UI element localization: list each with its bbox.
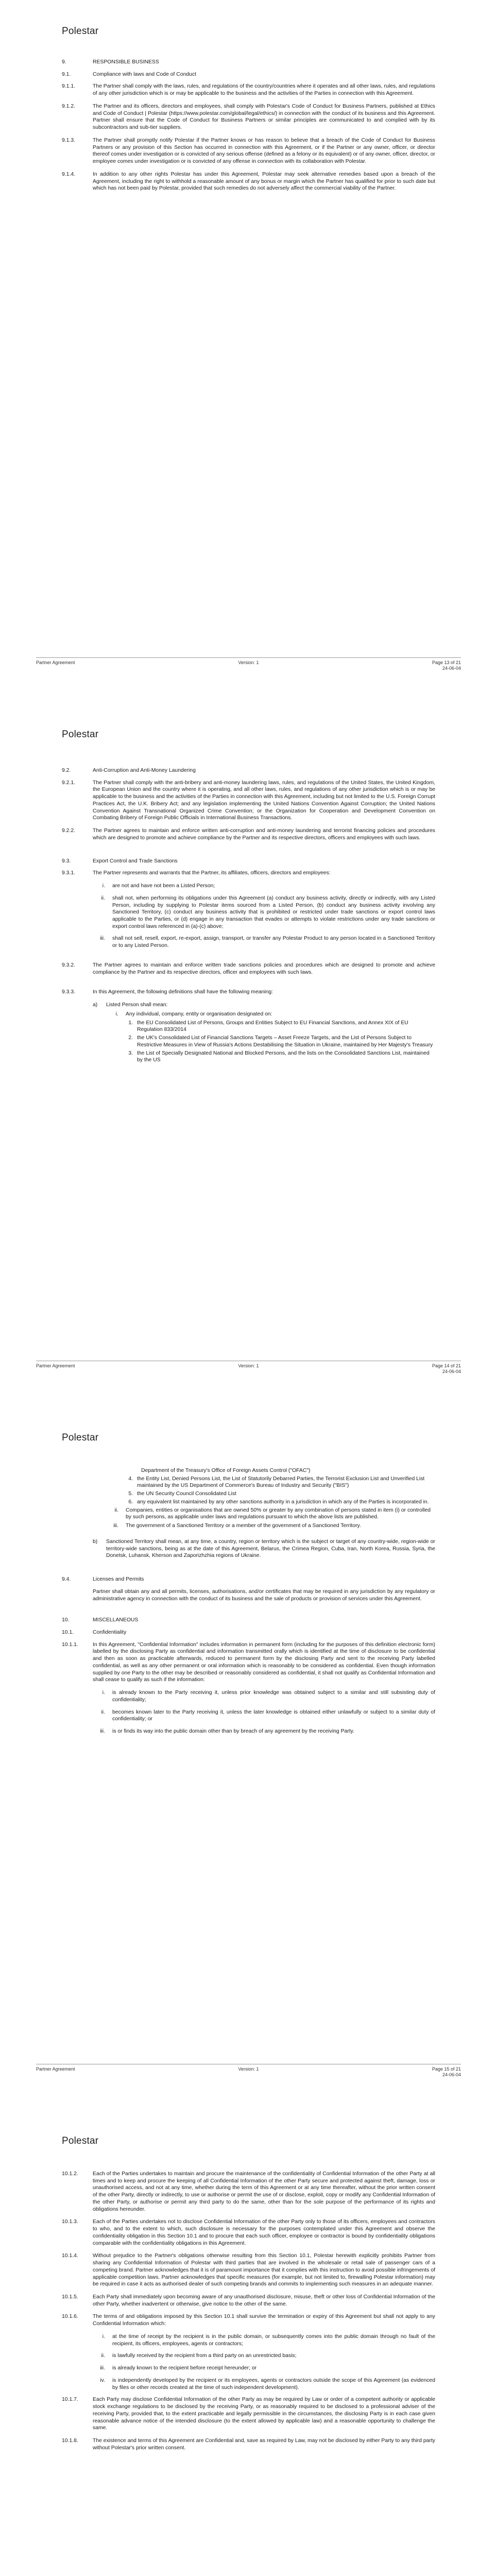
list-item: iii. The government of a Sanctioned Territory or a member of the government of a Sanctioned Territory. (113, 1523, 361, 1529)
list-item-continued: Department of the Treasury's Office of Foreign Assets Control ("OFAC") (141, 1468, 311, 1473)
document-page-2 (0, 703, 497, 1406)
clause: 9.2.1. The Partner shall comply with the anti-bribery and anti-money laundering laws, rules, and regulations of the United States, the United Kingdom, the European Union and the country where it is operating, and all other laws, rules, and regulations of any other jurisdiction which is or may be applicable to the business and the activities of the Parties in connection with this Agreement, including but not limited to the U.S. Foreign Corrupt Practices Act, the U.K. Bribery Act; and any legislation implementing the United Nations Convention Against Corruption; the United Nations Convention Against Transnational Organized Crime Convention; or the Organization for Cooperation and Development Convention on Combating Bribery of Foreign Public Officials in International Business Transactions. (62, 779, 435, 821)
list-item: ii. shall not, when performing its obligations under this Agreement (a) conduct any business activity, directly or indirectly, with any Listed Person, including by supplying to Polestar items sourced from a Listed Person, (b) conduct any business activity involving any Sanctioned Territory, (c) conduct any business activity that is prohibited or restricted under trade sanctions or export control laws applicable to the Parties, or (d) engage in any transaction that evades or attempts to violate restrictions under any trade sanctions or export control laws referenced in (a)-(c) above; (101, 895, 435, 929)
list-item: 2. the UK's Consolidated List of Financial Sanctions Targets – Asset Freeze Targets, and the List of Persons Subject to Restrictive Measures in View of Russia's Actions Destabilising the Situation in Ukraine, maintained by Her Majesty's Treasury (128, 1035, 433, 1048)
footer-doc-title: Partner Agreement (36, 1363, 75, 1368)
section-heading: 10. MISCELLANEOUS (62, 1617, 139, 1623)
page-content (62, 56, 435, 198)
page-footer (36, 657, 461, 672)
clause: 10.1.3. Each of the Parties undertakes not to disclose Confidential Information of the other Party only to those of its officers, employees and contractors to who, and to the extent to which, such disclosure is necessary for the purposes contemplated under this Agreement and observe the confidentiality obligation in this Section 10.1 and to procure that each such officer, employee or contractor is bound by confidentiality obligations comparable with the confidentiality obligations in this Agreement. (62, 2219, 435, 2246)
page-content (62, 2171, 435, 2458)
clause: 10.1.4. Without prejudice to the Partner's obligations otherwise resulting from this Section 10.1, Polestar herewith explicitly prohibits Partner from sharing any Confidential Information of Polestar with third parties that are involved in the wholesale or retail sale of passenger cars of a competing brand. Partner acknowledges that it is of paramount importance that it complies with this instruction to avoid possible infringements of applicable competition laws. Partner acknowledges that specific measures (for example, but not limited to, firewalling Polestar information) may be required in case it acts as authorised dealer of such competing brands and commits to implementing such measures in an adequate manner. (62, 2253, 435, 2287)
subsection-heading: 10.1. Confidentiality (62, 1630, 127, 1636)
clause: 9.3.2. The Partner agrees to maintain and enforce written trade sanctions policies and procedures which are designed to promote and achieve compliance by the Partner and its respective directors, officer and employees with such laws. (62, 962, 435, 975)
footer-doc-title: Partner Agreement (36, 659, 75, 665)
polestar-logo: Polestar (62, 26, 99, 37)
clause: 10.1.2. Each of the Parties undertakes to maintain and procure the maintenance of the confidentiality of Confidential Information of the other Party at all times and to keep and procure the keeping of all Confidential Information of the other Party secure and protected against theft, damage, loss or unauthorised access, and not at any time, whether during the term of this Agreement or at any time thereafter, without the prior written consent of the other Party, directly or indirectly, to use or authorise or permit the use of or disclose, exploit, copy or modify any Confidential Information of the other Party, or authorise or permit any third party to do the same, other than for the sole purpose of the performance of its rights and obligations hereunder. (62, 2171, 435, 2212)
list-item: i. are not and have not been a Listed Person; (102, 883, 215, 889)
list-item: ii. is lawfully received by the recipient from a third party on an unrestricted basis; (101, 2353, 297, 2359)
polestar-logo: Polestar (62, 1432, 99, 1443)
list-item: 6. any equivalent list maintained by any other sanctions authority in a jurisdiction in which any of the Parties is incorporated in. (128, 1499, 429, 1505)
clause-text: Partner shall obtain any and all permits, licenses, authorisations, and/or certificates that may be required in any jurisdiction by any regulatory or administrative agency in connection with the conduct of its business and the sale of products or provision of services under this Agreement. (93, 1588, 435, 1602)
clause: 9.1.1. The Partner shall comply with the laws, rules, and regulations of the country/countries where it operates and all other laws, rules, and regulations of any other jurisdiction which is or may be applicable to the business and the activities of the Parties in connection with this Agreement. (62, 83, 435, 97)
list-item: 1. the EU Consolidated List of Persons, Groups and Entities Subject to EU Financial Sanctions, and Annex XIX of EU Regulation 833/2014 (128, 1020, 408, 1033)
document-page-1 (0, 0, 497, 703)
list-item: 4. the Entity List, Denied Persons List, the List of Statutorily Debarred Parties, the Terrorist Exclusion List and Unverified List maintained by the US Department of Commerce's Bureau of Industry and Security ("BIS") (128, 1476, 425, 1489)
list-item: ii. becomes known later to the Party receiving it, unless the later knowledge is obtained either unlawfully or subject to a similar duty of confidentiality; or (101, 1709, 435, 1722)
clause: 10.1.6. The terms of and obligations imposed by this Section 10.1 shall survive the termination or expiry of this Agreement but shall not apply to any Confidential Information which: (62, 2314, 435, 2327)
polestar-logo: Polestar (62, 2136, 99, 2146)
clause: 9.1.2. The Partner and its officers, directors and employees, shall comply with Polestar's Code of Conduct for Business Partners, published at Ethics and Code of Conduct | Polestar (https://www.polestar.com/global/legal/ethics/) in connection with the conduct of its business and this Agreement. Partner shall ensure that the Code of Conduct for Business Partners or similar principles are communicated to and complied with by its subcontractors and sub-tier suppliers. (62, 103, 435, 131)
document-page-4 (0, 2110, 497, 2576)
list-item: 3. the List of Specially Designated National and Blocked Persons, and the lists on the Consolidated Sanctions List, maintained by the US (128, 1050, 430, 1063)
subsection-heading: 9.1. Compliance with laws and Code of Conduct (62, 71, 196, 77)
list-item: iv. is independently developed by the recipient or its employees, agents or contractors outside the scope of this Agreement (as evidenced by files or other records created at the time of such independent development). (100, 2377, 435, 2391)
footer-version: Version: 1 (238, 1363, 259, 1368)
footer-page-info: Page 15 of 21 24-06-04 (432, 2066, 461, 2077)
page-content (62, 764, 435, 1065)
section-heading: 9. RESPONSIBLE BUSINESS (62, 59, 159, 65)
clause: 9.1.4. In addition to any other rights Polestar has under this Agreement, Polestar may seek alternative remedies based upon a breach of the Agreement, including the right to withhold a reasonable amount of any bonus or margin which the Partner has qualified for prior to such date but which has not been paid by Polestar, provided that such remedies do not adversely affect the commercial viability of the Partner. (62, 171, 435, 192)
clause: 10.1.7. Each Party may disclose Confidential Information of the other Party as may be required by Law or order of a competent authority or applicable stock exchange regulations to be disclosed by the receiving Party, or as reasonably required to be disclosed to a professional adviser of the receiving Party, provided that, to the extent practicable and legally permissible in the circumstances, the disclosing Party is in each case given reasonable advance notice of the intended disclosure (to the extent allowed by applicable law) and a reasonable opportunity to challenge the same. (62, 2397, 435, 2431)
document-page-3 (0, 1406, 497, 2110)
footer-page-info: Page 14 of 21 24-06-04 (432, 1363, 461, 1374)
footer-version: Version: 1 (238, 659, 259, 665)
list-item: iii. is or finds its way into the public domain other than by breach of any agreement by the receiving Party. (100, 1728, 354, 1735)
page-footer (36, 2064, 461, 2078)
list-item: iii. is already known to the recipient before receipt hereunder; or (100, 2365, 257, 2371)
list-item: i. at the time of receipt by the recipient is in the public domain, or subsequently comes into the public domain through no fault of the recipient, its officers, employees, agents or contractors; (102, 2333, 435, 2347)
footer-page-info: Page 13 of 21 24-06-04 (432, 659, 461, 671)
clause: 10.1.8. The existence and terms of this Agreement are Confidential and, save as required by Law, may not be disclosed by either Party to any third party without Polestar's prior written consent. (62, 2438, 435, 2451)
page-content (62, 1467, 435, 1740)
clause: 9.2.2. The Partner agrees to maintain and enforce written anti-corruption and anti-money laundering and terrorist financing policies and procedures which are designed to promote and achieve compliance by the Partner and its respective directors, officers and employees with such laws. (62, 828, 435, 841)
list-item: i. Any individual, company, entity or organisation designated on: (115, 1011, 272, 1017)
clause: 9.3.3. In this Agreement, the following definitions shall have the following meaning: (62, 989, 273, 995)
definition-item: b) Sanctioned Territory shall mean, at any time, a country, region or territory which is the subject or target of any country-wide, region-wide or territory-wide sanctions, being as at the date of this Agreement, Belarus, the Crimea Region, Cuba, Iran, North Korea, Russia, Syria, the Donetsk, Luhansk, Kherson and Zaporizhzhia regions of Ukraine. (93, 1538, 435, 1559)
clause: 9.3.1. The Partner represents and warrants that the Partner, its affiliates, officers, directors and employees: (62, 870, 331, 876)
footer-doc-title: Partner Agreement (36, 2066, 75, 2072)
clause: 10.1.5. Each Party shall immediately upon becoming aware of any unauthorised disclosure, misuse, theft or other loss of Confidential Information of the other Party, whether inadvertent or otherwise, give notice to the other of the same. (62, 2294, 435, 2307)
list-item: ii. Companies, entities or organisations that are owned 50% or greater by any combination of persons stated in item (i) or controlled by such persons, as applicable under laws and regulations pursuant to which the above lists are published. (114, 1507, 431, 1520)
page-footer (36, 1361, 461, 1375)
list-item: i. is already known to the Party receiving it, unless prior knowledge was obtained subject to a similar and still subsisting duty of confidentiality; (102, 1690, 435, 1703)
polestar-logo: Polestar (62, 729, 99, 740)
clause: 10.1.1. In this Agreement, "Confidential Information" includes information in permanent form (including for the purposes of this definition electronic form) labelled by the disclosing Party as confidential and information transmitted orally which is identified at the time of disclosure to be confidential and then as soon as practicable afterwards, reduced to permanent form by the disclosing Party and sent to the receiving Party labelled confidential, as well as any other permanent or oral information which is reasonably to be considered as confidential. Even though information supplied by one Party to the other may be described or reasonably considered as confidential, it shall not qualify as Confidential Information and shall cease to qualify as such if the information: (62, 1641, 435, 1683)
definition-item: a) Listed Person shall mean: (93, 1002, 168, 1008)
clause: 9.1.3. The Partner shall promptly notify Polestar if the Partner knows or has reason to believe that a breach of the Code of Conduct for Business Partners or any provision of this Section has occurred in connection with this Agreement, or if the Partner or any owner, officer, or director thereof comes under investigation or is convicted of any serious offense (defined as a felony or its equivalent) or of any owner, officer, director, or employee comes under investigation or is convicted of any offense in connection with its collaboration with Polestar. (62, 137, 435, 165)
footer-version: Version: 1 (238, 2066, 259, 2072)
subsection-heading: 9.3. Export Control and Trade Sanctions (62, 858, 178, 864)
subsection-heading: 9.2. Anti-Corruption and Anti-Money Laundering (62, 768, 196, 773)
subsection-heading: 9.4. Licenses and Permits (62, 1577, 144, 1583)
list-item: iii. shall not sell, resell, export, re-export, assign, transport, or transfer any Polestar Product to any person located in a Sanctioned Territory or to any Listed Person. (100, 936, 435, 949)
list-item: 5. the UN Security Council Consolidated List (128, 1491, 236, 1497)
